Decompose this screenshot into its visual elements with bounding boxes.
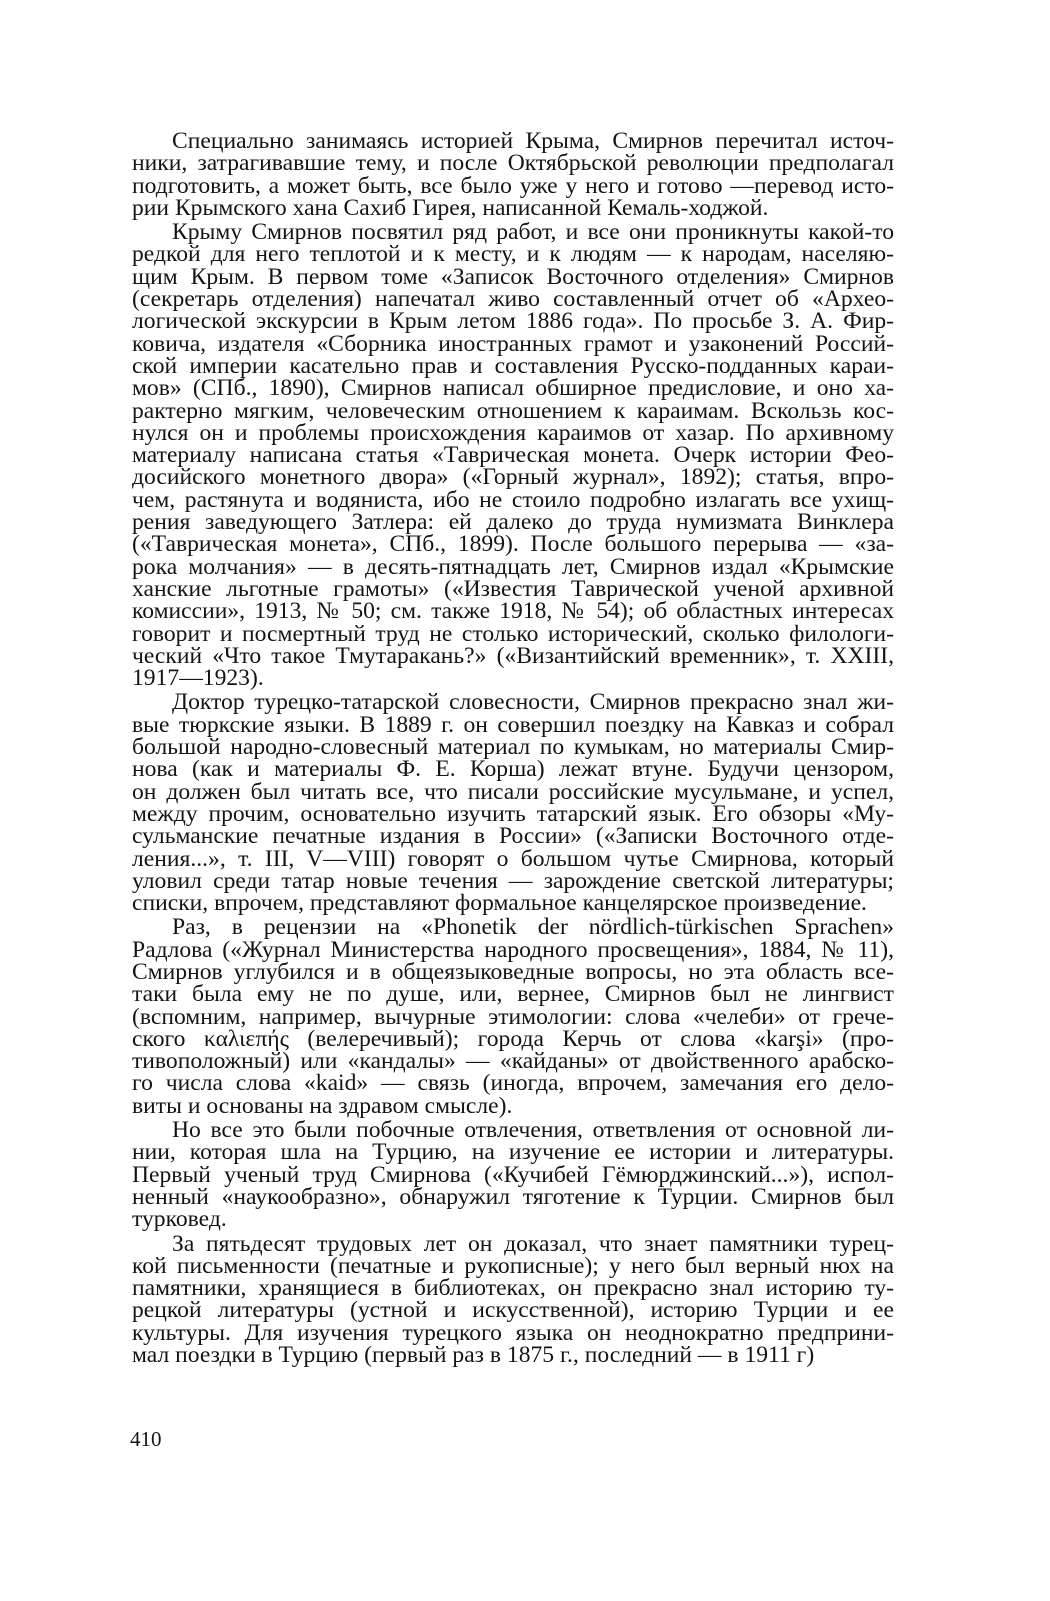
text-line: таки была ему не по душе, или, вернее, Смирнов был не лингвист [132,981,894,1008]
text-line: культуры. Для изучения турецкого языка он неоднократно предприни- [132,1319,894,1346]
page-body [132,128,894,1369]
text-line: нулся он и проблемы происхождения караимов от хазар. По архивному [132,419,894,446]
text-line: Доктор турецко-татарской словесности, Смирнов прекрасно знал жи- [172,689,894,716]
text-line: Смирнов углубился и в общеязыковедные вопросы, но эта область все- [132,958,894,985]
text-line: Специально занимаясь историей Крыма, Смирнов перечитал источ- [172,128,894,154]
text-line: Радлова («Журнал Министерства народного просвещения», 1884, № 11), [132,936,894,963]
text-line: го числа слова «kaid» — связь (иногда, впрочем, замечания его дело- [132,1070,894,1097]
text-line: редкой для него теплотой и к месту, и к людям — к народам, населяю- [132,241,894,268]
text-line: логической экскурсии в Крым летом 1886 года». По просьбе З. А. Фир- [132,308,894,335]
text-line: (секретарь отделения) напечатал живо составленный отчет об «Архео- [132,286,894,313]
text-line: За пятьдесят трудовых лет он доказал, что знает памятники турец- [172,1230,894,1257]
text-line: ческий «Что такое Тмутаракань?» («Византийский временник», т. XXIII, [132,642,894,669]
page-number: 410 [130,1427,162,1451]
text-line: Первый ученый труд Смирнова («Кучибей Гёмюрджинский...»), испол- [132,1161,894,1188]
text-line: сульманские печатные издания в России» («Записки Восточного отде- [132,823,894,850]
text-line: щим Крым. В первом томе «Записок Восточного отделения» Смирнов [132,263,894,290]
paragraph [132,916,894,1117]
text-line: Раз, в рецензии на «Phonetik der nördlich-türkischen Sprachen» [172,914,894,941]
text-line: он должен был читать все, что писали российские мусульмане, и успел, [132,778,894,805]
text-line: ханские льготные грамоты» («Известия Таврической ученой архивной [132,575,894,602]
text-line: Но все это были побочные отвлечения, ответвления от основной ли- [172,1117,894,1144]
paragraph [132,130,894,219]
text-line: Крыму Смирнов посвятил ряд работ, и все они проникнуты какой-то [172,219,894,246]
text-line: (вспомним, например, вычурные этимологии: слова «челеби» от грече- [132,1003,894,1030]
text-line: между прочим, основательно изучить татарский язык. Его обзоры «Му- [132,800,894,827]
text-line: списки, впрочем, представляют формальное канцелярское произведение. [132,890,867,917]
text-line: говорит и посмертный труд не столько исторический, сколько филологи- [132,620,894,647]
text-line: («Таврическая монета», СПб., 1899). После большого перерыва — «за- [132,531,894,558]
text-line: чем, растянута и водяниста, ибо не стоило подробно излагать все ухищ- [132,486,894,513]
text-line: 1917—1923). [132,665,264,692]
text-line: ской империи касательно прав и составления Русско-подданных караи- [132,352,894,379]
paragraph [132,689,894,917]
text-line: подготовить, а может быть, все было уже у него и готово —перевод исто- [132,172,894,199]
text-line: комиссии», 1913, № 50; см. также 1918, № 54); об областных интересах [132,598,894,625]
text-line: ского καλιεπής (велеречивый); города Керчь от слова «karşi» (про- [132,1025,894,1052]
text-line: вые тюркские языки. В 1889 г. он совершил поездку на Кавказ и собрал [132,711,894,738]
paragraph [132,219,894,692]
text-line: рактерно мягким, человеческим отношением к караимам. Вскользь кос- [132,397,894,424]
text-line: виты и основаны на здравом смысле). [132,1092,513,1119]
text-line: турковед. [132,1206,227,1233]
text-line: памятники, хранящиеся в библиотеках, он прекрасно знал историю ту- [132,1275,894,1302]
text-line: ники, затрагивавшие тему, и после Октябрьской революции предполагал [132,150,894,177]
paragraph [132,1230,894,1369]
paragraph [132,1117,894,1233]
text-line: материалу написана статья «Таврическая монета. Очерк истории Фео- [132,442,894,469]
text-line: мал поездки в Турцию (первый раз в 1875 г., последний — в 1911 г) [132,1342,815,1369]
text-line: большой народно-словесный материал по кумыкам, но материалы Смир- [132,734,894,761]
text-line: досийского монетного двора» («Горный журнал», 1892); статья, впро- [132,464,894,491]
text-line: рения заведующего Затлера: ей далеко до труда нумизмата Винклера [132,509,894,536]
text-line: кой письменности (печатные и рукописные); у него был верный нюх на [132,1252,894,1279]
text-line: ковича, издателя «Сборника иностранных грамот и узаконений Россий- [132,330,894,357]
text-line: ненный «наукообразно», обнаружил тяготение к Турции. Смирнов был [132,1183,894,1210]
text-line: рии Крымского хана Сахиб Гирея, написанной Кемаль-ходжой. [132,194,769,221]
text-line: нова (как и материалы Ф. Е. Корша) лежат втуне. Будучи цензором, [132,756,894,783]
text-line: тивоположный) или «кандалы» — «кайданы» от двойственного арабско- [132,1048,894,1075]
text-line: мов» (СПб., 1890), Смирнов написал обширное предисловие, и оно ха- [132,375,894,402]
text-line: ления...», т. III, V—VIII) говорят о большом чутье Смирнова, который [132,845,894,872]
text-line: нии, которая шла на Турцию, на изучение ее истории и литературы. [132,1139,894,1166]
text-line: рецкой литературы (устной и искусственной), историю Турции и ее [132,1297,894,1324]
text-line: рока молчания» — в десять-пятнадцать лет, Смирнов издал «Крымские [132,553,894,580]
text-line: уловил среди татар новые течения — зарождение светской литературы; [132,867,894,894]
